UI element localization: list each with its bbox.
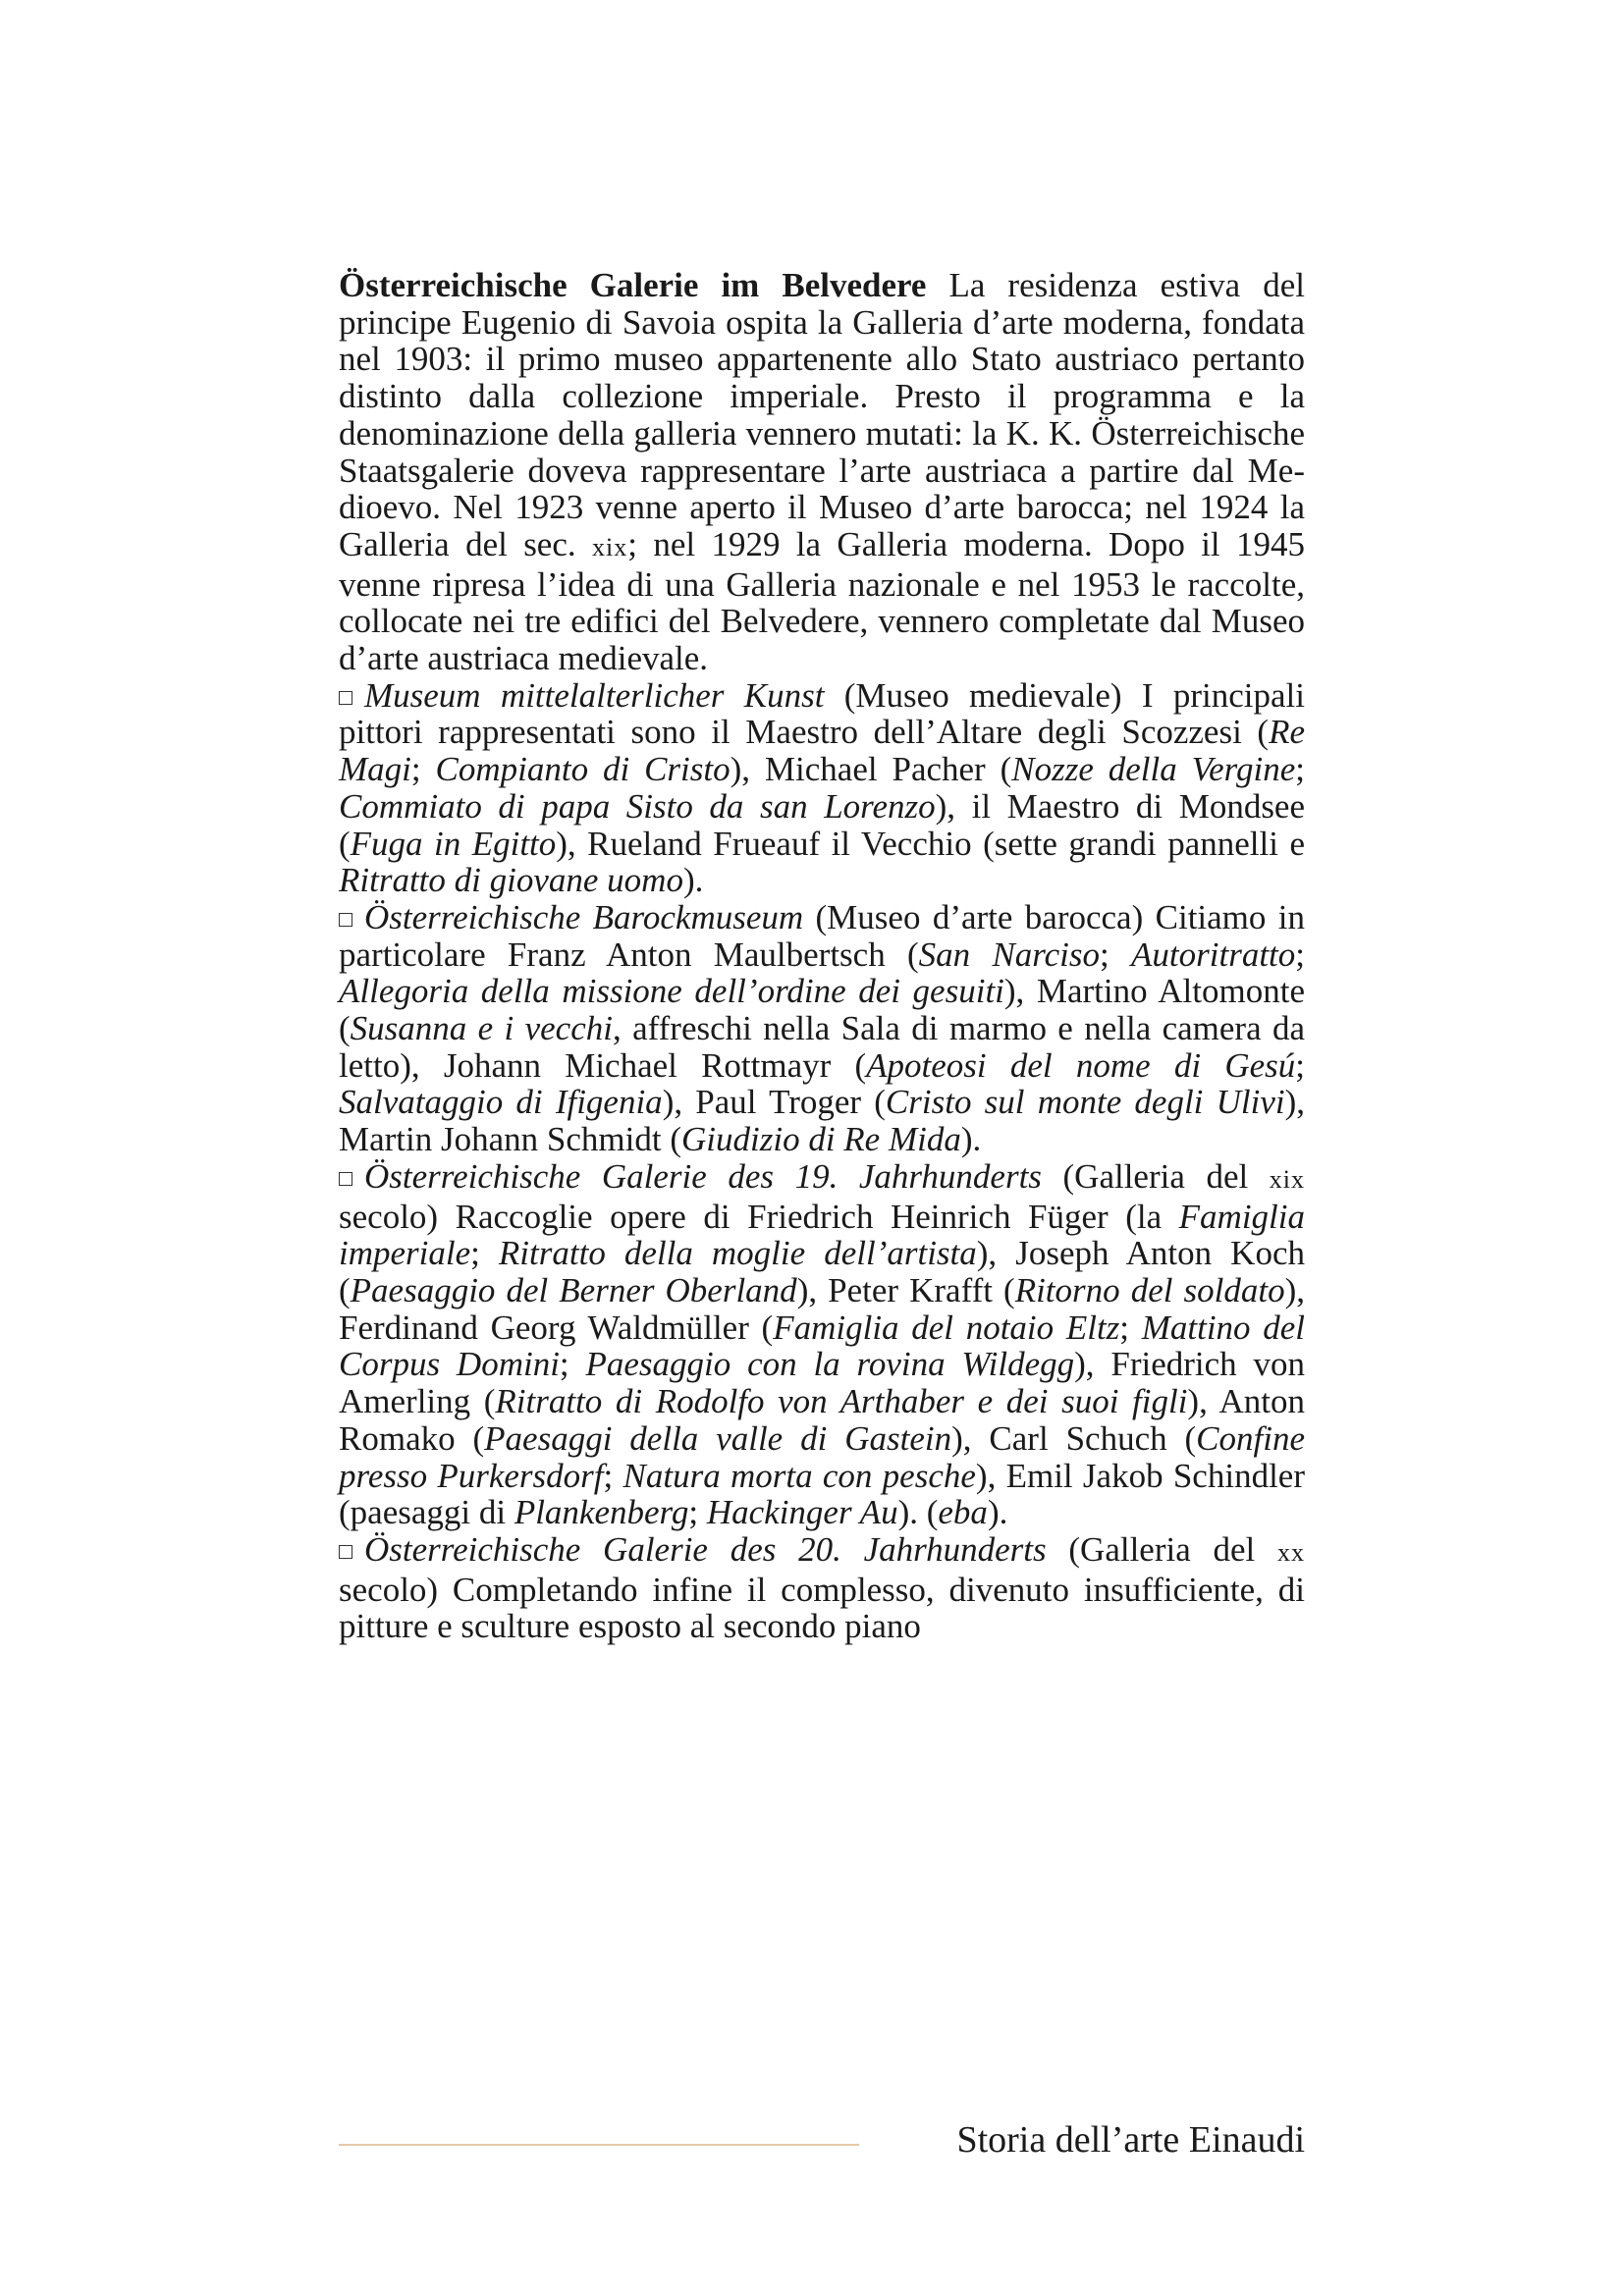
medieval-museum-paragraph: Museum mittelalterlicher Kunst (Museo medievale) I principali pittori rappresentati sono il Maestro dell’Altare degli Scozzesi (Re Magi; Compianto di Cristo), Michael Pacher (Nozze della Vergine; Commiato di papa Sisto da san Lorenzo), il Maestro di Mondsee (Fuga in Egitto), Rueland Frueauf il Vecchio (sette grandi pannelli e Ritratto di giovane uomo). <box>339 675 1306 900</box>
section-title-medieval: Museum mittelalterlicher Kunst <box>364 675 825 715</box>
article-body <box>339 267 1305 1645</box>
intro-paragraph: Österreichische Galerie im Belvedere La residenza estiva del principe Eugenio di Savoia ospita la Galleria d’arte moderna, fondata nel 1903: il primo museo appartenente allo Stato austriaco pertanto distinto dalla collezione imperiale. Presto il programma e la denominazione della galleria vennero mutati: la K. K. Österreichische Staatsgalerie doveva rappresentare l’arte austriaca a partire dal Medioevo. Nel 1923 venne aperto il Museo d’arte barocca; nel 1924 la Galleria del sec. xix; nel 1929 la Galleria moderna. Dopo il 1945 venne ripresa l’idea di una Galleria nazionale e nel 1953 le raccolte, collocate nei tre edifici del Belvedere, vennero completate dal Museo d’arte austriaca medievale. <box>339 266 1306 678</box>
square-bullet-icon <box>339 1172 352 1186</box>
square-bullet-icon <box>339 913 352 927</box>
nineteenth-century-paragraph: Österreichische Galerie des 19. Jahrhunderts (Galleria del xix secolo) Raccoglie opere di Friedrich Heinrich Füger (la Famiglia imperiale; Ritratto della moglie dell’artista), Joseph Anton Koch (Paesaggio del Berner Oberland), Peter Krafft (Ritorno del soldato), Ferdinand Georg Waldmüller (Famiglia del notaio Eltz; Mattino del Corpus Domini; Paesaggio con la rovina Wildegg), Friedrich von Amerling (Ritratto di Rodolfo von Arthaber e dei suoi figli), Anton Romako (Paesaggi della valle di Gastein), Carl Schuch (Confine presso Purkersdorf; Natura morta con pesche), Emil Jakob Schindler (paesaggi di Plankenberg; Hackinger Au). (eba). <box>339 1156 1306 1532</box>
square-bullet-icon <box>339 1545 352 1559</box>
twentieth-century-paragraph: Österreichische Galerie des 20. Jahrhunderts (Galleria del xx secolo) Completando infine il complesso, divenuto insufficiente, di pitture e sculture esposto al secondo piano <box>339 1529 1305 1646</box>
entry-heading: Österreichische Galerie im Belvedere <box>339 266 927 304</box>
section-title-19th-century: Österreichische Galerie des 19. Jahrhunderts <box>364 1156 1042 1196</box>
footer-book-title: Storia dell’arte Einaudi <box>956 2119 1305 2161</box>
section-title-20th-century: Österreichische Galerie des 20. Jahrhunderts <box>364 1529 1047 1569</box>
square-bullet-icon <box>339 691 352 705</box>
section-title-baroque: Österreichische Barockmuseum <box>364 897 804 936</box>
baroque-museum-paragraph: Österreichische Barockmuseum (Museo d’arte barocca) Citiamo in particolare Franz Anton Maulbertsch (San Narciso; Autoritratto; Allegoria della missione dell’ordine dei gesuiti), Martino Altomonte (Susanna e i vecchi, affreschi nella Sala di marmo e nella camera da letto), Johann Michael Rottmayr (Apoteosi del nome di Gesú; Salvataggio di Ifigenia), Paul Troger (Cristo sul monte degli Ulivi), Martin Johann Schmidt (Giudizio di Re Mida). <box>339 897 1306 1159</box>
footer-rule <box>339 2144 859 2146</box>
